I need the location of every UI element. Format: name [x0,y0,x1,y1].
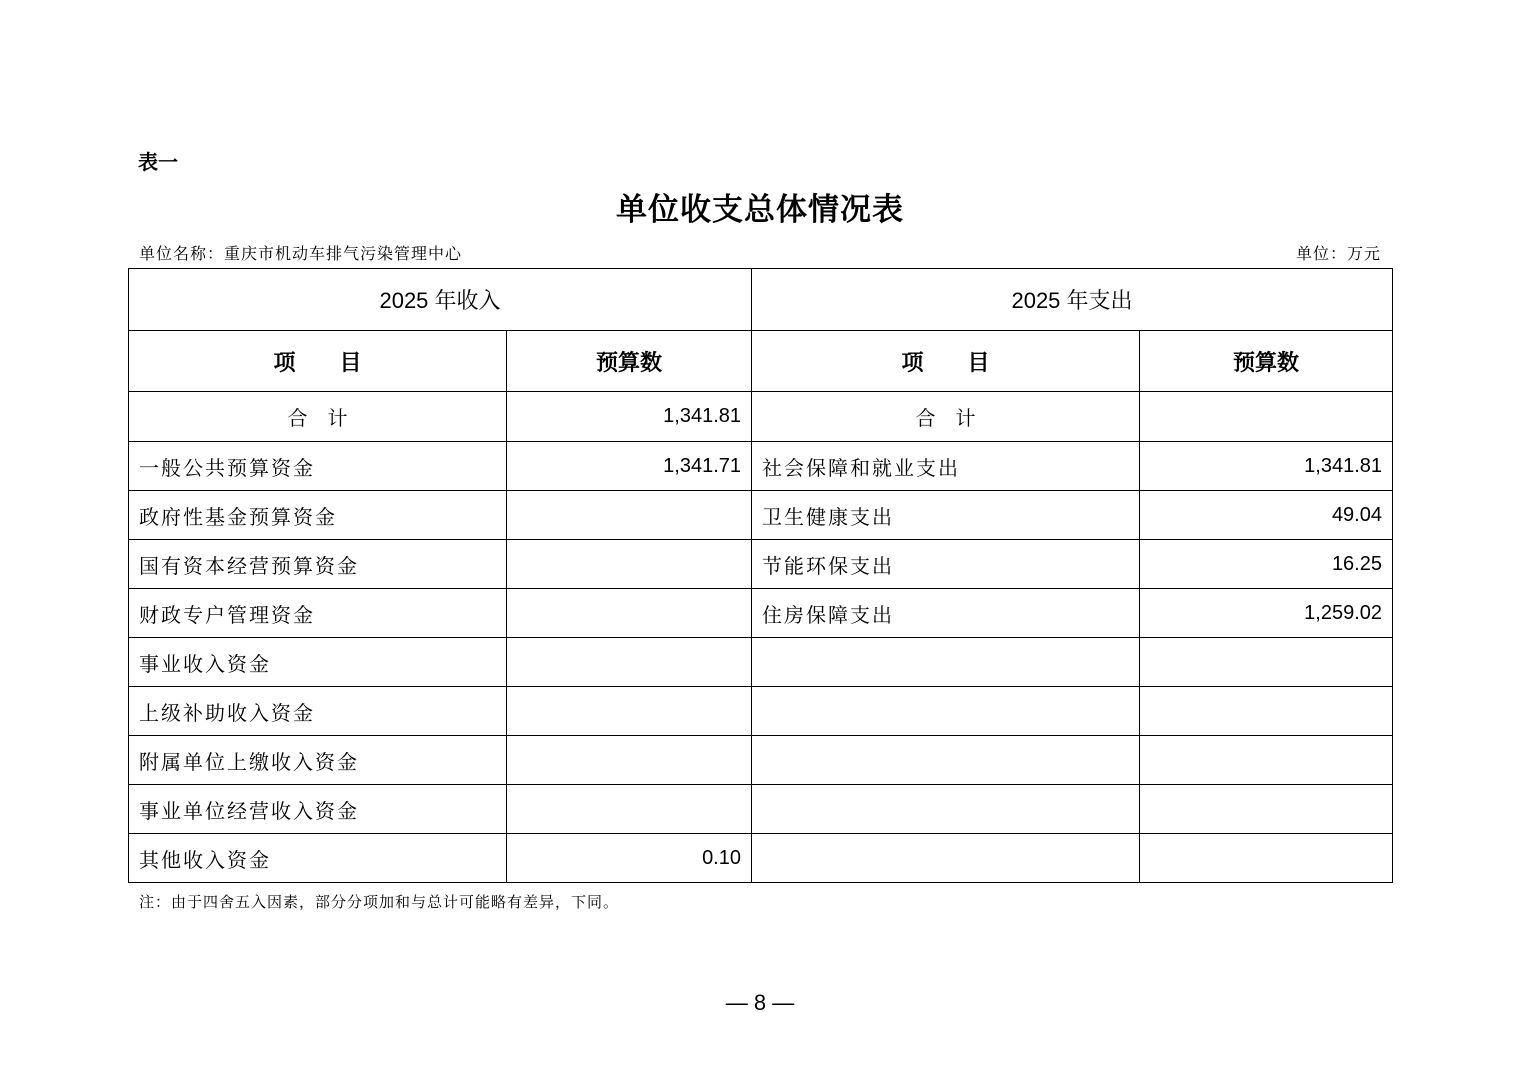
income-value [507,638,752,687]
income-value [507,540,752,589]
document-title: 单位收支总体情况表 [616,192,904,228]
expense-item [752,834,1140,883]
income-value [507,589,752,638]
income-item: 其他收入资金 [129,834,507,883]
expense-item [752,736,1140,785]
expense-item [752,638,1140,687]
income-total-value: 1,341.81 [507,392,752,442]
income-value: 0.10 [507,834,752,883]
expense-total-label: 合 计 [752,392,1140,442]
income-value [507,785,752,834]
expense-header: 2025 年支出 [752,269,1393,331]
table-row [129,687,1393,736]
expense-value [1140,834,1393,883]
expense-value: 1,259.02 [1140,589,1393,638]
expense-budget-header: 预算数 [1140,331,1393,392]
income-item-header: 项 目 [129,331,507,392]
income-item: 附属单位上缴收入资金 [129,736,507,785]
expense-value: 16.25 [1140,540,1393,589]
income-budget-header: 预算数 [507,331,752,392]
income-total-label: 合 计 [129,392,507,442]
expense-item [752,687,1140,736]
income-value [507,491,752,540]
income-item: 财政专户管理资金 [129,589,507,638]
header-row-years [129,269,1393,331]
income-item: 上级补助收入资金 [129,687,507,736]
expense-value: 1,341.81 [1140,442,1393,491]
expense-value [1140,785,1393,834]
page-number: — 8 — [725,990,795,1015]
expense-value [1140,638,1393,687]
expense-value: 49.04 [1140,491,1393,540]
expense-value [1140,736,1393,785]
table-row [129,736,1393,785]
header-row-columns [129,331,1393,392]
currency-unit: 单位：万元 [1295,244,1381,263]
table-row [129,491,1393,540]
income-item: 事业收入资金 [129,638,507,687]
income-item: 一般公共预算资金 [129,442,507,491]
income-item: 事业单位经营收入资金 [129,785,507,834]
table-row [129,785,1393,834]
table-number: 表一 [138,150,178,174]
table-row [129,834,1393,883]
budget-table [128,268,1393,883]
income-value [507,736,752,785]
expense-item: 卫生健康支出 [752,491,1140,540]
income-header: 2025 年收入 [129,269,752,331]
table-row [129,589,1393,638]
total-row [129,392,1393,442]
income-value: 1,341.71 [507,442,752,491]
income-item: 政府性基金预算资金 [129,491,507,540]
expense-item: 社会保障和就业支出 [752,442,1140,491]
table-row [129,540,1393,589]
expense-item: 住房保障支出 [752,589,1140,638]
expense-total-value [1140,392,1393,442]
income-value [507,687,752,736]
expense-value [1140,687,1393,736]
expense-item-header: 项 目 [752,331,1140,392]
expense-item: 节能环保支出 [752,540,1140,589]
table-row [129,442,1393,491]
expense-item [752,785,1140,834]
unit-name: 单位名称：重庆市机动车排气污染管理中心 [139,244,463,263]
footnote: 注：由于四舍五入因素，部分分项加和与总计可能略有差异，下同。 [139,893,620,911]
table-row [129,638,1393,687]
income-item: 国有资本经营预算资金 [129,540,507,589]
